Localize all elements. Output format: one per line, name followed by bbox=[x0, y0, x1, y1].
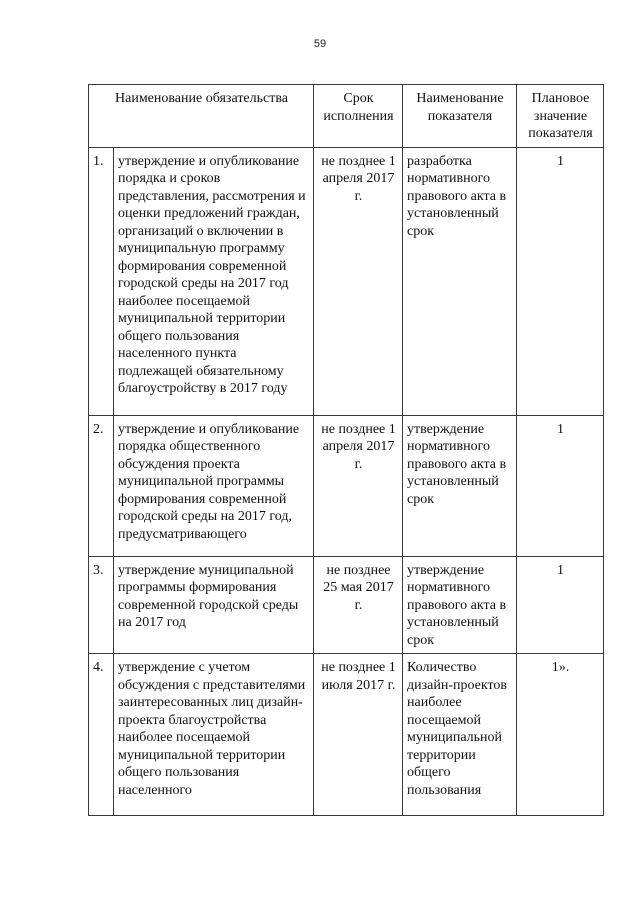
obligation-term: не позднее 1 апреля 2017 г. bbox=[314, 415, 403, 556]
table-row bbox=[89, 415, 604, 556]
table-row bbox=[89, 654, 604, 816]
obligation-term: не позднее 1 апреля 2017 г. bbox=[314, 147, 403, 415]
row-number: 2. bbox=[89, 415, 114, 556]
indicator-name: утверждение нормативного правового акта в установленный срок bbox=[403, 556, 517, 654]
planned-value: 1 bbox=[517, 415, 604, 556]
table-row bbox=[89, 556, 604, 654]
indicator-name: утверждение нормативного правового акта в установленный срок bbox=[403, 415, 517, 556]
planned-value: 1 bbox=[517, 556, 604, 654]
planned-value: 1». bbox=[517, 654, 604, 816]
indicator-name: разработка нормативного правового акта в установленный срок bbox=[403, 147, 517, 415]
header-planned-value: Плановое значение показателя bbox=[517, 85, 604, 148]
obligations-table bbox=[88, 84, 604, 816]
obligation-name: утверждение муниципальной программы формирования современной городской среды на 2017 год bbox=[114, 556, 314, 654]
table-row bbox=[89, 147, 604, 415]
table-header bbox=[89, 85, 604, 148]
obligation-term: не позднее 1 июля 2017 г. bbox=[314, 654, 403, 816]
header-term: Срок исполнения bbox=[314, 85, 403, 148]
header-obligation-name: Наименование обязательства bbox=[89, 85, 314, 148]
planned-value: 1 bbox=[517, 147, 604, 415]
row-number: 1. bbox=[89, 147, 114, 415]
indicator-name: Количество дизайн-проектов наиболее посещаемой муниципальной территории общего пользования bbox=[403, 654, 517, 816]
obligation-name: утверждение с учетом обсуждения с представителями заинтересованных лиц дизайн-проекта благоустройства наиболее посещаемой муниципальной территории общего пользования населенного bbox=[114, 654, 314, 816]
header-indicator-name: Наименование показателя bbox=[403, 85, 517, 148]
page-number: 59 bbox=[313, 38, 327, 50]
obligation-name: утверждение и опубликование порядка и сроков представления, рассмотрения и оценки предложений граждан, организаций о включении в муниципальную программу формирования современной городской среды на 2017 год наиболее посещаемой муниципальной территории общего пользования населенного пункта подлежащей обязательному благоустройству в 2017 году bbox=[114, 147, 314, 415]
row-number: 3. bbox=[89, 556, 114, 654]
row-number: 4. bbox=[89, 654, 114, 816]
obligation-name: утверждение и опубликование порядка общественного обсуждения проекта муниципальной программы формирования современной городской среды на 2017 год, предусматривающего bbox=[114, 415, 314, 556]
obligation-term: не позднее 25 мая 2017 г. bbox=[314, 556, 403, 654]
